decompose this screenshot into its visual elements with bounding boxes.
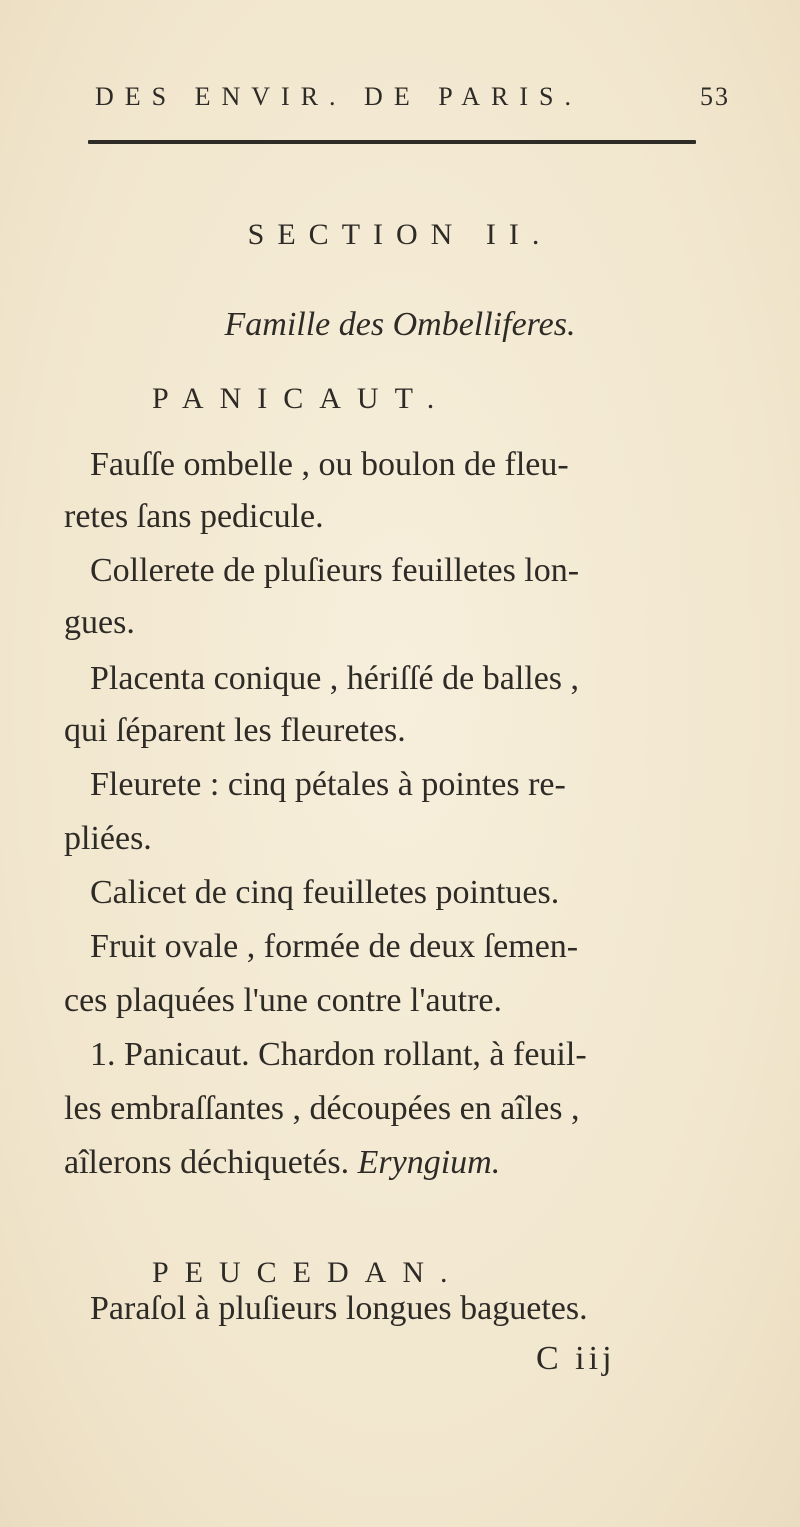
running-head (0, 82, 800, 122)
text-line: pliées. (64, 820, 152, 857)
text-line: ces plaquées l'une contre l'autre. (64, 982, 502, 1019)
text-line: Collerete de pluſieurs feuilletes lon- (90, 552, 580, 589)
text-line: qui ſéparent les fleuretes. (64, 712, 406, 749)
text-line: les embraſſantes , découpées en aîles , (64, 1090, 580, 1127)
latin-name: Eryngium. (357, 1144, 501, 1181)
text-line: Fauſſe ombelle , ou boulon de fleu- (90, 446, 569, 483)
text-line: Fleurete : cinq pétales à pointes re- (90, 766, 566, 803)
running-title: DES ENVIR. DE PARIS. (95, 82, 583, 111)
text-line-content: aîlerons déchiquetés. (64, 1144, 350, 1181)
text-line: gues. (64, 604, 135, 641)
family-title: Famille des Ombelliferes. (224, 306, 576, 343)
text-line: 1. Panicaut. Chardon rollant, à feuil- (90, 1036, 587, 1073)
text-line (64, 1144, 500, 1182)
text-line: Calicet de cinq feuilletes pointues. (90, 874, 560, 911)
page-number: 53 (700, 82, 730, 111)
species-heading-panicaut: PANICAUT. (152, 382, 451, 415)
section-heading: SECTION II. (247, 218, 553, 251)
text-line: Paraſol à pluſieurs longues baguetes. (90, 1290, 588, 1327)
species-heading-peucedan: PEUCEDAN. (152, 1256, 464, 1289)
text-line: Fruit ovale , formée de deux ſemen- (90, 928, 579, 965)
text-line: Placenta conique , hériſſé de balles , (90, 660, 580, 697)
signature-mark: C iij (536, 1340, 616, 1377)
header-rule (88, 140, 696, 144)
text-line: retes ſans pedicule. (64, 498, 324, 535)
